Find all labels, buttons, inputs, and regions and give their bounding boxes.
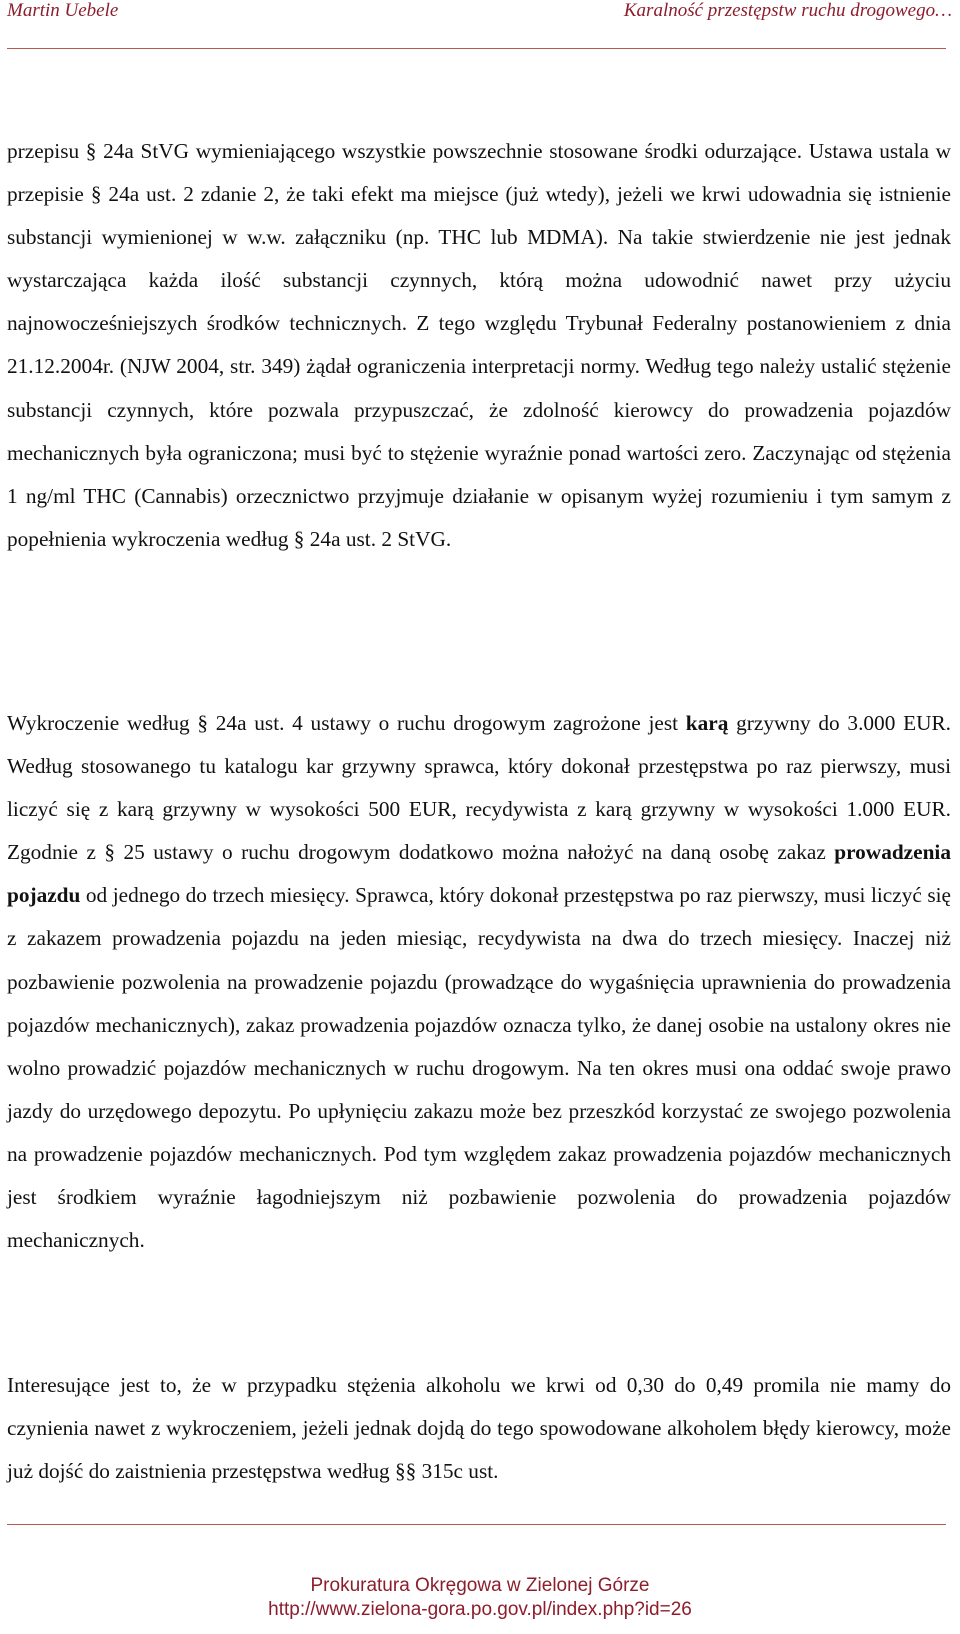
text-segment: Interesujące jest to, że w przypadku stężenia alkoholu we krwi od 0,30 do 0,49 promila nie mamy do czynienia nawet z wykroczeniem, jeżeli jednak dojdą do tego spowodowane alkoholem błędy kierowcy, może już dojść do zaistnienia przestępstwa według §§ 315c ust. xyxy=(7,1373,951,1484)
header-author: Martin Uebele xyxy=(7,0,119,21)
paragraph-3 xyxy=(7,1364,951,1493)
bold-term: prowadzenia pojazdu xyxy=(7,840,951,908)
footer-url[interactable]: http://www.zielona-gora.po.gov.pl/index.php?id=26 xyxy=(268,1599,692,1620)
text-segment: Wykroczenie według § 24a ust. 4 ustawy o ruchu drogowym zagrożone jest xyxy=(7,711,686,735)
header-divider xyxy=(7,48,946,49)
text-segment: od jednego do trzech miesięcy. Sprawca, który dokonał przestępstwa po raz pierwszy, musi liczyć się z zakazem prowadzenia pojazdu na jeden miesiąc, recydywista na dwa do trzech miesięcy. Inaczej niż pozbawienie pozwolenia na prowadzenie pojazdu (prowadzące do wygaśnięcia uprawnienia do prowadzenia pojazdów mechanicznych), zakaz prowadzenia pojazdów oznacza tylko, że danej osobie na ustalony okres nie wolno prowadzić pojazdów mechanicznych w ruchu drogowym. Na ten okres musi ona oddać swoje prawo jazdy do urzędowego depozytu. Po upłynięciu zakazu może bez przeszkód korzystać ze swojego pozwolenia na prowadzenie pojazdów mechanicznych. Pod tym względem zakaz prowadzenia pojazdów mechanicznych jest środkiem wyraźnie łagodniejszym niż pozbawienie pozwolenia do prowadzenia pojazdów mechanicznych. xyxy=(7,883,951,1253)
text-segment: grzywny do 3.000 EUR. Według stosowanego tu katalogu kar grzywny sprawca, który dokonał przestępstwa po raz pierwszy, musi liczyć się z karą grzywny w wysokości 500 EUR, recydywista z karą grzywny w wysokości 1.000 EUR. Zgodnie z § 25 ustawy o ruchu drogowym dodatkowo można nałożyć na daną osobę zakaz xyxy=(7,711,951,865)
text-segment: przepisu § 24a StVG wymieniającego wszystkie powszechnie stosowane środki odurzające. Ustawa ustala w przepisie § 24a ust. 2 zdanie 2, że taki efekt ma miejsce (już wtedy), jeżeli we krwi udowadnia się istnienie substancji wymienionej w w.w. załączniku (np. THC lub MDMA). Na takie stwierdzenie nie jest jednak wystarczająca każda ilość substancji czynnych, którą można udowodnić nawet przy użyciu najnowocześniejszych środków technicznych. Z tego względu Trybunał Federalny postanowieniem z dnia 21.12.2004r. (NJW 2004, str. 349) żądał ograniczenia interpretacji normy. Według tego należy ustalić stężenie substancji czynnych, które pozwala przypuszczać, że zdolność kierowcy do prowadzenia pojazdów mechanicznych była ograniczona; musi być to stężenie wyraźnie ponad wartości zero. Zaczynając od stężenia 1 ng/ml THC (Cannabis) orzecznictwo przyjmuje działanie w opisanym wyżej rozumieniu i tym samym z popełnienia wykroczenia według § 24a ust. 2 StVG. xyxy=(7,139,951,551)
footer-divider xyxy=(7,1524,946,1525)
bold-term: karą xyxy=(685,711,729,735)
paragraph-2 xyxy=(7,702,951,1262)
header-title: Karalność przestępstw ruchu drogowego… xyxy=(623,0,952,21)
footer-organization: Prokuratura Okręgowa w Zielonej Górze xyxy=(310,1575,650,1596)
paragraph-1 xyxy=(7,130,951,561)
